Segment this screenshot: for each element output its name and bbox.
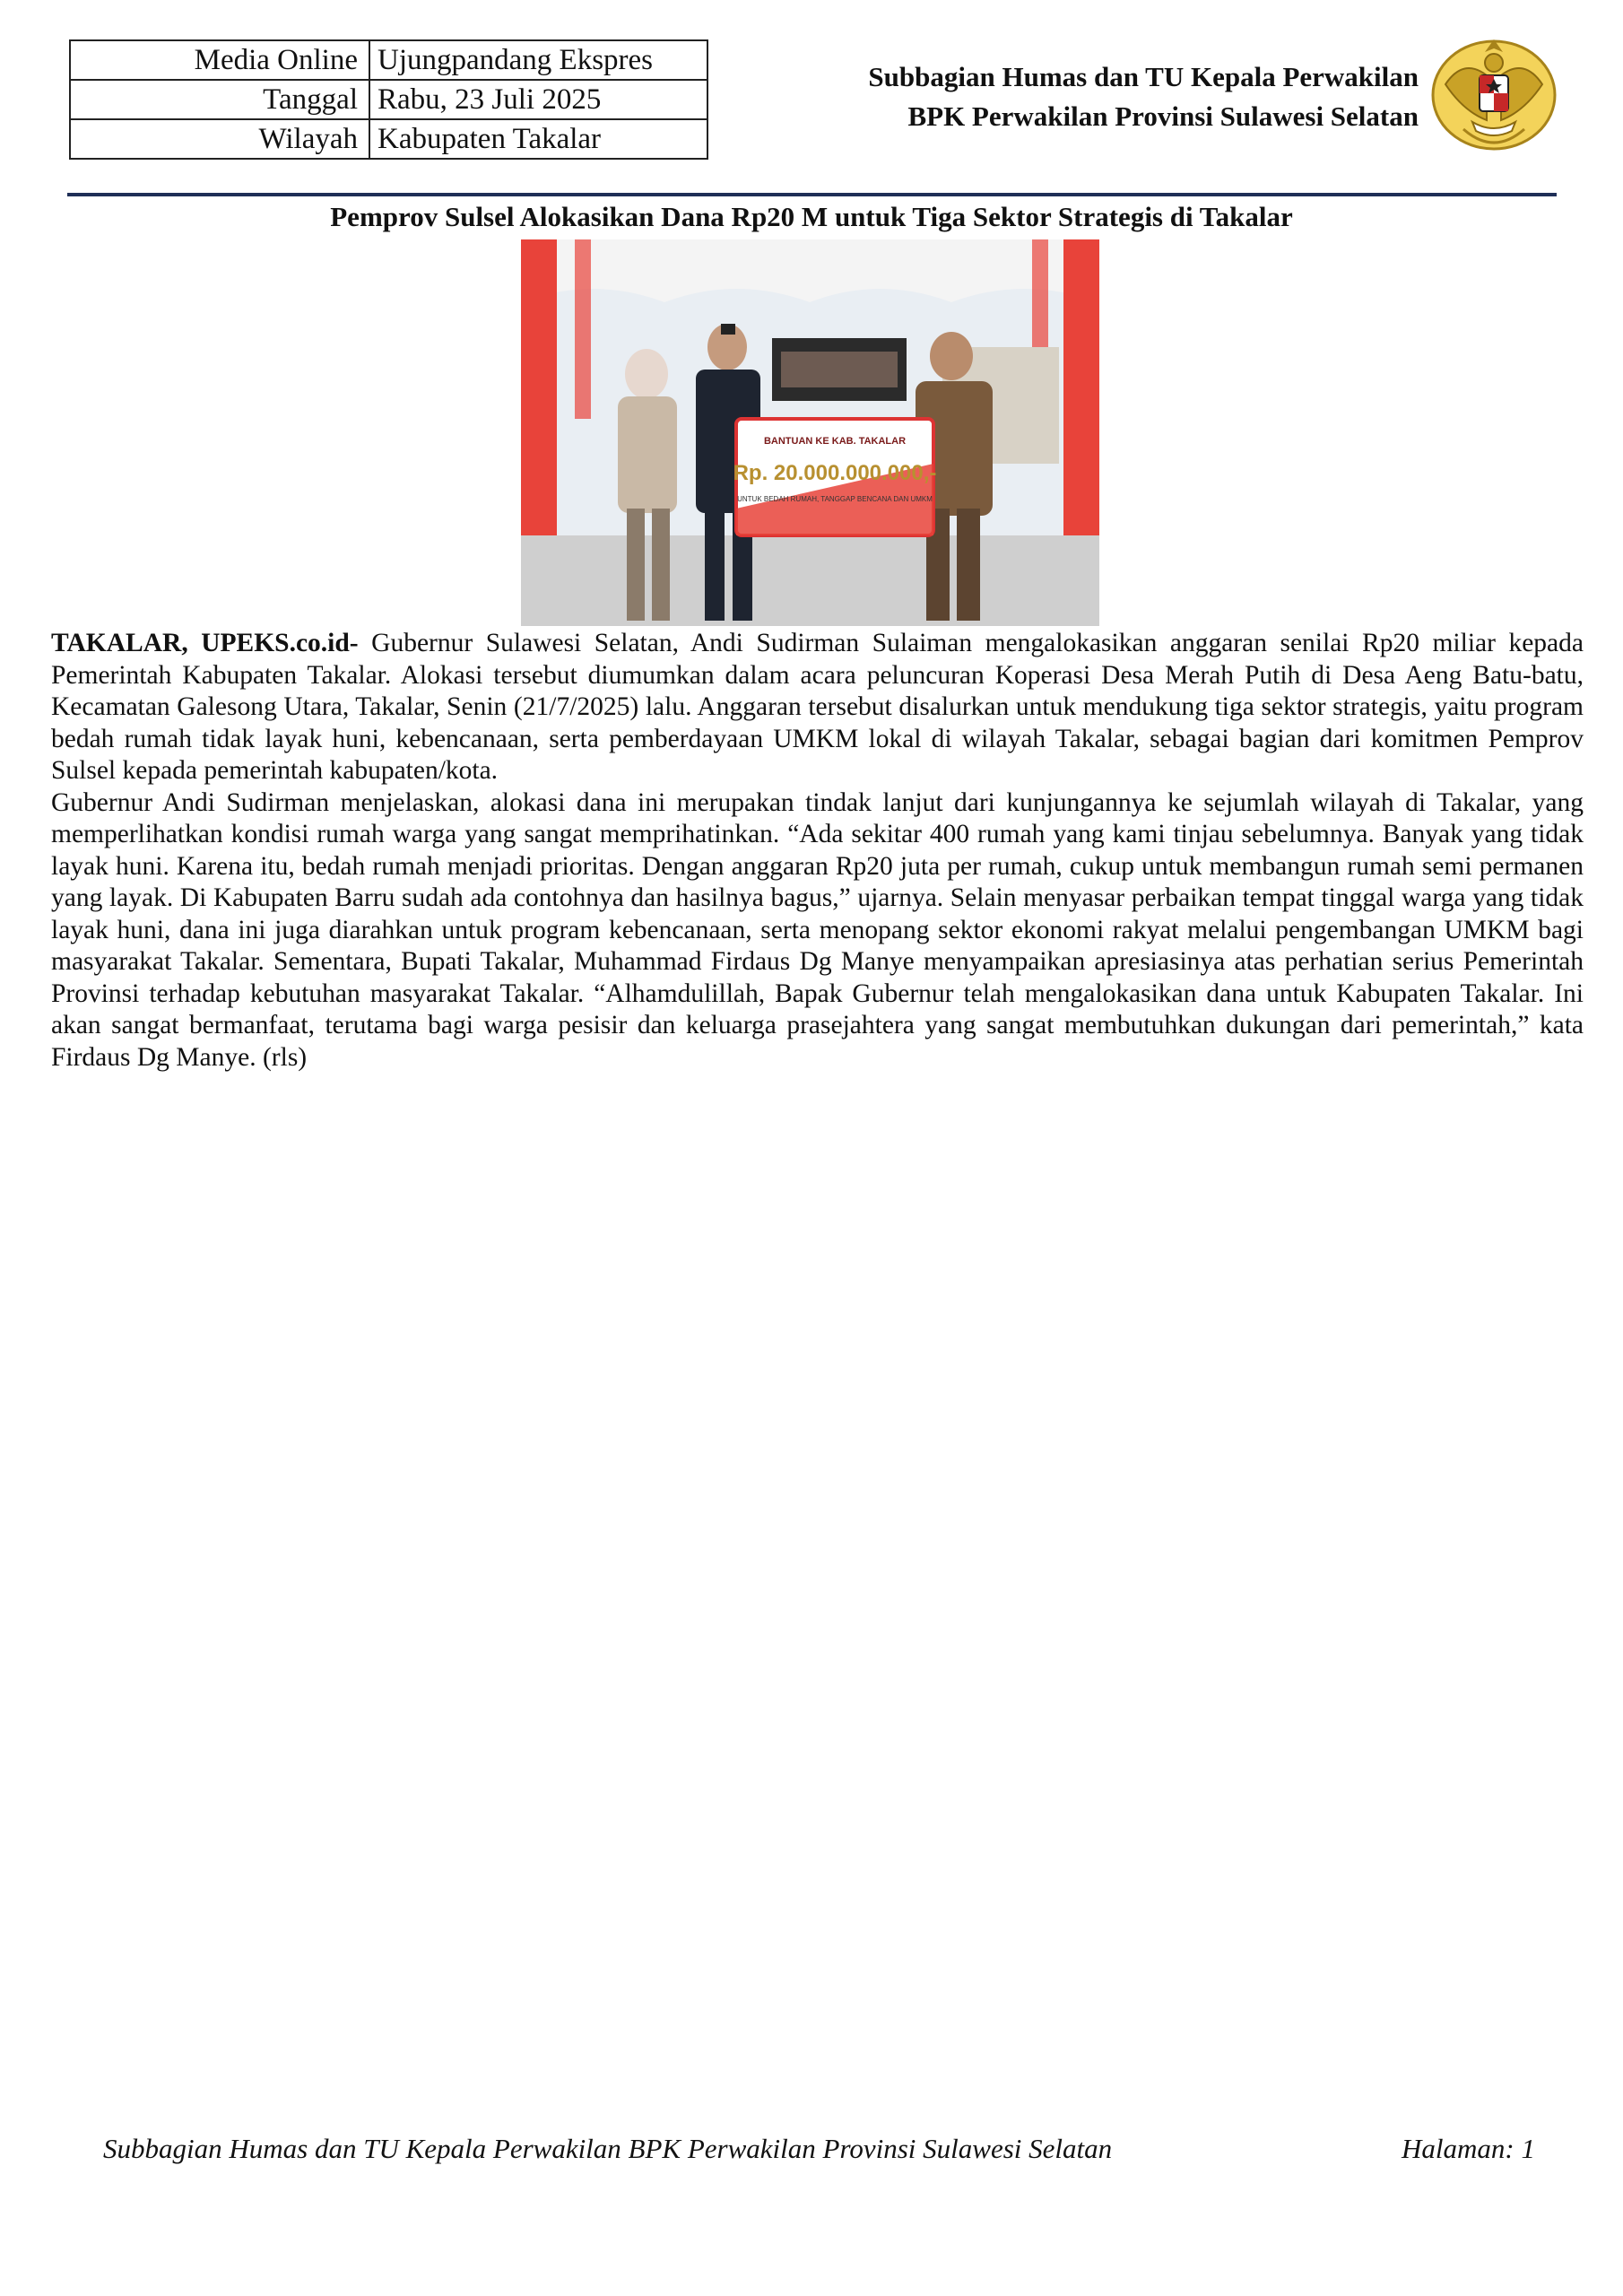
date-label: Tanggal	[70, 80, 369, 119]
board-small-text: BANTUAN KE KAB. TAKALAR	[763, 436, 907, 447]
media-label: Media Online	[70, 40, 369, 80]
office-line-2: BPK Perwakilan Provinsi Sulawesi Selatan	[907, 100, 1419, 132]
region-row	[70, 119, 707, 159]
office-line-1: Subbagian Humas dan TU Kepala Perwakilan	[868, 61, 1419, 92]
garuda-emblem-icon	[1428, 22, 1560, 156]
article-paragraph-1	[51, 628, 1584, 787]
page-footer	[103, 2133, 1535, 2165]
office-header	[868, 57, 1419, 136]
region-value: Kabupaten Takalar	[369, 119, 707, 159]
media-value: Ujungpandang Ekspres	[369, 40, 707, 80]
page-number: Halaman: 1	[1402, 2133, 1535, 2164]
board-caption: UNTUK BEDAH RUMAH, TANGGAP BENCANA DAN UMKM	[737, 495, 933, 503]
article-title: Pemprov Sulsel Alokasikan Dana Rp20 M untuk Tiga Sektor Strategis di Takalar	[330, 201, 1293, 232]
date-value: Rabu, 23 Juli 2025	[369, 80, 707, 119]
article-paragraph-2: Gubernur Andi Sudirman menjelaskan, alokasi dana ini merupakan tindak lanjut dari kunjungannya ke sejumlah wilayah di Takalar, yang memperlihatkan kondisi rumah warga yang sangat memprihatinkan. “Ada sekitar 400 rumah yang kami tinjau sebelumnya. Banyak yang tidak layak huni. Karena itu, bedah rumah menjadi prioritas. Dengan anggaran Rp20 juta per rumah, cukup untuk membangun rumah semi permanen yang layak. Di Kabupaten Barru sudah ada contohnya dan hasilnya bagus,” ujarnya. Selain menyasar perbaikan tempat tinggal warga yang tidak layak huni, dana ini juga diarahkan untuk program kebencanaan, serta menopang sektor ekonomi rakyat melalui pengembangan UMKM bagi masyarakat Takalar. Sementara, Bupati Takalar, Muhammad Firdaus Dg Manye menyampaikan apresiasinya atas perhatian serius Pemerintah Provinsi terhadap kebutuhan masyarakat Takalar. “Alhamdulillah, Bapak Gubernur telah mengalokasikan dana untuk Kabupaten Takalar. Ini akan sangat bermanfaat, terutama bagi warga pesisir dan keluarga prasejahtera yang sangat membutuhkan dukungan dari pemerintah,” kata Firdaus Dg Manye. (rls)	[51, 787, 1584, 1072]
article-photo	[521, 239, 1099, 626]
board-amount: Rp. 20.000.000.000,-	[733, 461, 937, 485]
article-paragraph-1-text: Gubernur Sulawesi Selatan, Andi Sudirman Sulaiman mengalokasikan anggaran senilai Rp20 miliar kepada Pemerintah Kabupaten Takalar. Alokasi tersebut diumumkan dalam acara peluncuran Koperasi Desa Merah Putih di Desa Aeng Batu-batu, Kecamatan Galesong Utara, Takalar, Senin (21/7/2025) lalu. Anggaran tersebut disalurkan untuk mendukung tiga sektor strategis, yaitu program bedah rumah tidak layak huni, kebencanaan, serta pemberdayaan UMKM lokal di wilayah Takalar, sebagai bagian dari komitmen Pemprov Sulsel kepada pemerintah kabupaten/kota.	[51, 629, 1584, 785]
date-row	[70, 80, 707, 119]
media-info-table	[69, 39, 708, 160]
footer-office: Subbagian Humas dan TU Kepala Perwakilan BPK Perwakilan Provinsi Sulawesi Selatan	[103, 2133, 1113, 2164]
media-row	[70, 40, 707, 80]
header-divider	[67, 193, 1557, 196]
article-dateline: TAKALAR, UPEKS.co.id-	[51, 629, 359, 657]
region-label: Wilayah	[70, 119, 369, 159]
article-body	[51, 628, 1584, 1074]
